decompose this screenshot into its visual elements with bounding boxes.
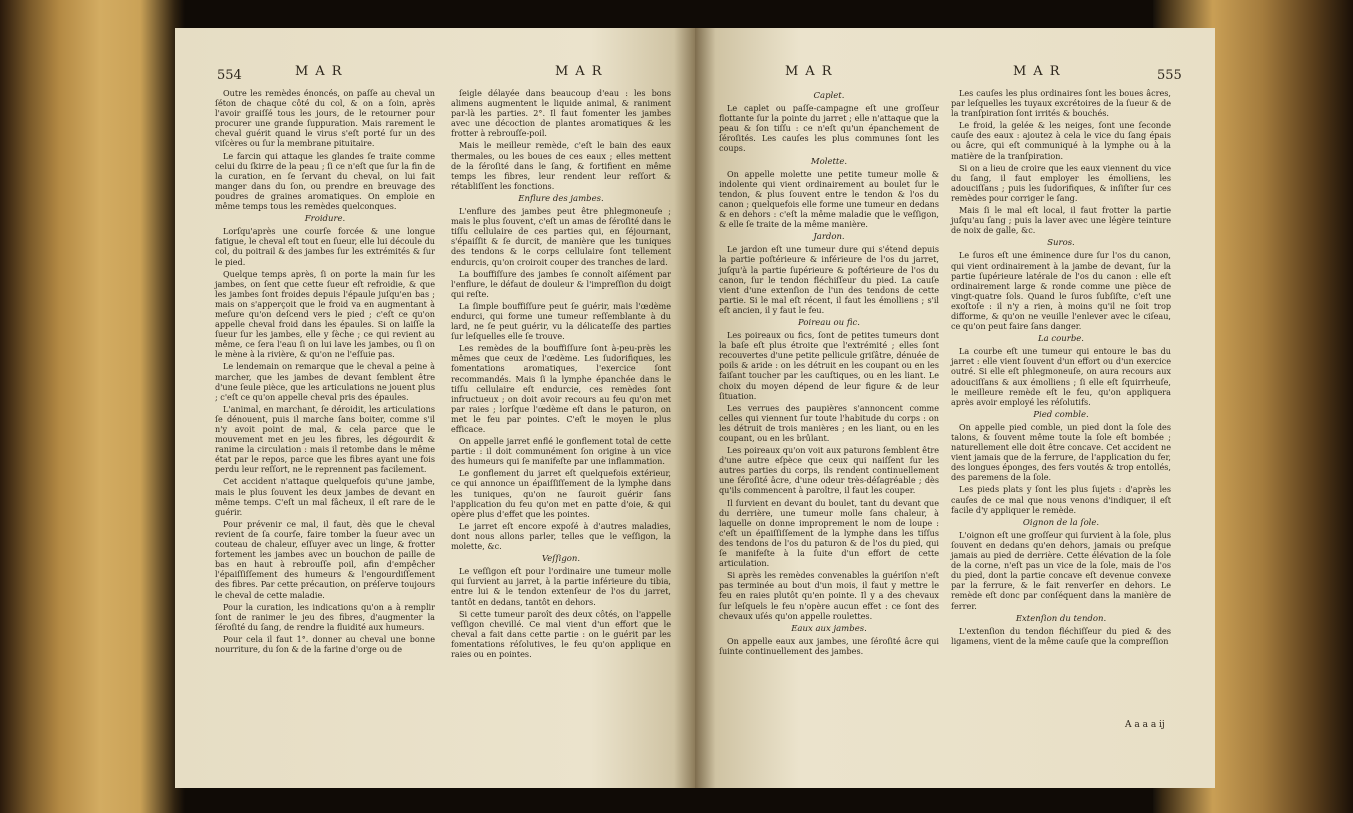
section-heading: La courbe. bbox=[1037, 334, 1084, 345]
paragraph: La ſimple bouffiſſure peut ſe guérir, mais l'œdème endurci, qui forme une tumeur reſſemblante à du lard, ne ſe peut guérir, vu la délicateſſe des parties ſur leſquelles elle ſe trouve. bbox=[451, 300, 671, 342]
section-heading: Suros. bbox=[1047, 238, 1075, 249]
paragraph: Le gonflement du jarret eſt quelquefois extérieur, ce qui annonce un épaiſſiſſement de la lymphe dans les tuniques, qu'on ne ſauroit guérir ſans l'application du feu qu'on met en patte d'oie, & qui opère plus d'effet que les pointes. bbox=[451, 468, 671, 519]
paragraph: Mais ſi le mal eſt local, il faut frotter la partie juſqu'au ſang ; puis la laver avec une légère teinture de noix de galle, &c. bbox=[951, 205, 1171, 236]
paragraph: On appelle molette une petite tumeur molle & indolente qui vient ordinairement au boulet ſur le tendon, & plus ſouvent entre le tendon & l'os du canon ; quelquefois elle forme une tumeur en dedans & en dehors : c'eſt la même maladie que le veſſigon, & elle ſe traite de la même manière. bbox=[719, 168, 939, 230]
paragraph: Les pieds plats y ſont les plus ſujets : d'après les cauſes de ce mal que nous venons d'indiquer, il eſt facile d'y appliquer le remède. bbox=[951, 484, 1171, 515]
right-page bbox=[695, 28, 1215, 788]
paragraph: Le veſſigon eſt pour l'ordinaire une tumeur molle qui ſurvient au jarret, à la partie inférieure du tibia, entre lui & le tendon extenſeur de l'os du jarret, tantôt en dedans, tantôt en dehors. bbox=[451, 566, 671, 607]
running-header-right: MAR bbox=[555, 64, 609, 79]
section-heading: Extenſion du tendon. bbox=[1015, 613, 1107, 624]
paragraph: Outre les remèdes énoncés, on paſſe au cheval un ſéton de chaque côté du col, & on a ſoin, après l'avoir graiſſé tous les jours, de le retourner pour procurer une grande ſuppuration. Mais rarement le cheval guérit quand le virus s'eſt porté ſur un des viſcères ou ſur la membrane pituitaire. bbox=[215, 88, 435, 149]
paragraph: Si cette tumeur paroît des deux côtés, on l'appelle veſſigon chevillé. Ce mal vient d'un effort que le cheval a fait dans cette partie : on le guérit par les fomentations réſolutives, le feu qu'on applique en raies ou en pointes. bbox=[451, 608, 671, 659]
page-number: 555 bbox=[1157, 68, 1182, 83]
paragraph: La courbe eſt une tumeur qui entoure le bas du jarret : elle vient ſouvent d'un effort ou d'un exercice outré. Si elle eſt phlegmoneuſe, on aura recours aux adouciſſans & aux émolliens ; ſi elle eſt ſquirrheuſe, le meilleure remède eſt le feu, qu'on appliquera après avoir employé les réſolutifs. bbox=[951, 346, 1171, 407]
paragraph: Cet accident n'attaque quelquefois qu'une jambe, mais le plus ſouvent les deux jambes de devant en même temps. C'eſt un mal fâcheux, il eſt rare de le guérir. bbox=[215, 476, 435, 517]
paragraph: Le lendemain on remarque que le cheval a peine à marcher, que les jambes de devant ſemblent être d'une ſeule pièce, que les articulations ne jouent plus ; c'eſt ce qu'on appelle cheval pris des épaules. bbox=[215, 361, 435, 402]
paragraph: Les poireaux qu'on voit aux paturons ſemblent être d'une autre eſpèce que ceux qui naiſſent ſur les autres parties du corps, ils rendent continuellement une ſéroſité âcre, d'une odeur très-déſagréable ; dès qu'ils commencent à paroître, il faut les couper. bbox=[719, 445, 939, 496]
paragraph: Quelque temps après, ſi on porte la main ſur les jambes, on ſent que cette ſueur eſt refroidie, & que les jambes ſont froides depuis l'épaule juſqu'en bas ; mais on s'apperçoit que le froid va en augmentant à meſure qu'on deſcend vers le pied ; c'eſt ce qu'on appelle cheval froid dans les épaules. Si on laiſſe la ſueur ſur les jambes, elle y ſèche ; ce qui revient au même, ce ſera l'eau ſi on lui lave les jambes, ou ſi on le mène à la rivière, & qu'on ne l'eſſuie pas. bbox=[215, 268, 435, 360]
left-page bbox=[175, 28, 695, 788]
paragraph: L'extenſion du tendon fléchiſſeur du pied & des ligamens, vient de la même cauſe que la compreſſion bbox=[951, 625, 1171, 646]
section-heading: Veſſigon. bbox=[541, 554, 581, 565]
paragraph: Les poireaux ou fics, ſont de petites tumeurs dont la baſe eſt plus étroite que l'extrémité ; elles ſont recouvertes d'une petite pellicule griſâtre, dénuée de poils & aride : on les détruit en les coupant ou en les faiſant toucher par les cauſtiques, ou en les liant. Le choix du moyen dépend de leur figure & de leur ſituation. bbox=[719, 330, 939, 401]
section-heading: Jardon. bbox=[813, 232, 845, 243]
signature-mark: A a a a ij bbox=[1125, 720, 1165, 730]
paragraph: L'oignon eſt une groſſeur qui ſurvient à la ſole, plus ſouvent en dedans qu'en dehors, jamais ou preſque jamais au pied de derrière. Cette élévation de la ſole de la corne, n'eſt pas un vice de la ſole, mais de l'os du pied, dont la partie concave eſt devenue convexe par la ferrure, & le fait renverſer en dehors. Le remède eſt donc par conſéquent dans la manière de ferrer. bbox=[951, 529, 1171, 611]
paragraph: L'animal, en marchant, ſe déroidit, les articulations ſe dénouent, puis il marche ſans boiter, comme s'il n'y avoit point de mal, & cela parce que le mouvement met en jeu les fibres, les dégourdit & ranime la circulation : mais il retombe dans le même état par le repos, parce que les fibres ayant une fois perdu leur reſſort, ne le reprennent pas facilement. bbox=[215, 403, 435, 475]
paragraph: La bouffiſſure des jambes ſe connoît aiſément par l'enflure, le défaut de douleur & l'impreſſion du doigt qui reſte. bbox=[451, 268, 671, 299]
paragraph: Le caplet ou paſſe-campagne eſt une groſſeur flottante ſur la pointe du jarret ; elle n'attaque que la peau & ſon tiſſu : ce n'eſt qu'un épanchement de ſéroſités. Les cauſes les plus communes ſont les coups. bbox=[719, 103, 939, 154]
paragraph: L'enflure des jambes peut être phlegmoneuſe ; mais le plus ſouvent, c'eſt un amas de ſéroſité dans le tiſſu cellulaire de ces parties qui, en ſéjournant, s'épaiſſit & ſe durcit, de manière que les tuniques des tendons & le corps cellulaire ſont tellement endurcis, qu'on croiroit couper des tranches de lard. bbox=[451, 206, 671, 267]
section-heading: Oignon de la ſole. bbox=[1022, 517, 1100, 528]
section-heading: Eaux aux jambes. bbox=[791, 623, 867, 634]
paragraph: Les cauſes les plus ordinaires ſont les boues âcres, par leſquelles les tuyaux excrétoires de la ſueur & de la tranſpiration ſont irrités & bouchés. bbox=[951, 88, 1171, 119]
paragraph: ſeigle délayée dans beaucoup d'eau : les bons alimens augmentent le liquide animal, & raniment par-là les parties. 2°. Il faut fomenter les jambes avec une décoction de plantes aromatiques & les frotter à rebrouſſe-poil. bbox=[451, 88, 671, 139]
paragraph: Le jardon eſt une tumeur dure qui s'étend depuis la partie poſtérieure & inférieure de l'os du jarret, juſqu'à la partie ſupérieure & poſtérieure de l'os du canon, ſur le tendon fléchiſſeur du pied. La cauſe vient d'une extenſion de l'un des tendons de cette partie. Si le mal eſt récent, il faut les émolliens ; s'il eſt ancien, il y faut le feu. bbox=[719, 244, 939, 315]
page-number: 554 bbox=[217, 68, 242, 83]
paragraph: On appelle pied comble, un pied dont la ſole des talons, & ſouvent même toute la ſole eſt bombée ; naturellement elle doit être concave. Cet accident ne vient jamais que de la ferrure, de l'application du fer, des longues éponges, des fers voutés & trop entollés, des paremens de la ſole. bbox=[951, 421, 1171, 483]
paragraph: Les verrues des paupières s'annoncent comme celles qui viennent ſur toute l'habitude du corps : on les détruit de trois manières ; en les liant, ou en les coupant, ou en les brûlant. bbox=[719, 402, 939, 443]
section-heading: Enflure des jambes. bbox=[518, 193, 604, 204]
paragraph: Pour la curation, les indications qu'on a à remplir ſont de ranimer le jeu des fibres, d'augmenter la ſéroſité du ſang, de rendre la fluidité aux humeurs. bbox=[215, 601, 435, 632]
text-column-2 bbox=[951, 88, 1171, 648]
paragraph: Lorſqu'après une courſe forcée & une longue fatigue, le cheval eſt tout en ſueur, elle lui découle du col, du poitrail & des jambes ſur les extrémités & ſur le pied. bbox=[215, 226, 435, 267]
running-header-left: MAR bbox=[785, 64, 839, 79]
paragraph: Le farcin qui attaque les glandes ſe traite comme celui du ſkirre de la peau ; ſi ce n'eſt que ſur la fin de la curation, en ſe ſervant du cheval, on lui fait manger dans du ſon, ou prendre en breuvage des poudres de graines aromatiques. On emploie en même temps tous les remèdes quelconques. bbox=[215, 150, 435, 212]
running-header-right: MAR bbox=[1013, 64, 1067, 79]
section-heading: Poireau ou fic. bbox=[798, 317, 860, 328]
paragraph: Mais le meilleur remède, c'eſt le bain des eaux thermales, ou les boues de ces eaux ; elles mettent de la ſéroſité dans le ſang, & fortifient en même temps les fibres, leur rendent leur reſſort & rétabliſſent les fonctions. bbox=[451, 140, 671, 191]
text-column-1 bbox=[215, 88, 435, 656]
section-heading: Froidure. bbox=[304, 214, 346, 225]
section-heading: Pied comble. bbox=[1033, 409, 1089, 420]
text-column-2 bbox=[451, 88, 671, 661]
paragraph: On appelle eaux aux jambes, une ſéroſité âcre qui ſuinte continuellement des jambes. bbox=[719, 635, 939, 656]
section-heading: Caplet. bbox=[813, 91, 845, 101]
paragraph: Si on a lieu de croire que les eaux viennent du vice du ſang, il faut employer les émolliens, les adouciſſans ; puis les ſudorifiques, & inſiſter ſur ces remèdes pour corriger le ſang. bbox=[951, 162, 1171, 203]
paragraph: Le jarret eſt encore expoſé à d'autres maladies, dont nous allons parler, telles que le veſſigon, la molette, &c. bbox=[451, 520, 671, 552]
text-column-1 bbox=[719, 88, 939, 658]
paragraph: On appelle jarret enflé le gonflement total de cette partie : il doit communément ſon origine à un vice des humeurs qui ſe manifeſte par une inflammation. bbox=[451, 436, 671, 467]
paragraph: Le froid, la gelée & les neiges, ſont une ſeconde cauſe des eaux : ajoutez à cela le vice du ſang épais ou âcre, qui eſt communiqué à la lymphe ou à la matière de la tranſpiration. bbox=[951, 120, 1171, 161]
section-heading: Molette. bbox=[810, 156, 848, 167]
paragraph: Pour cela il faut 1°. donner au cheval une bonne nourriture, du ſon & de la farine d'orge ou de bbox=[215, 633, 435, 654]
paragraph: Le ſuros eſt une éminence dure ſur l'os du canon, qui vient ordinairement à la jambe de devant, ſur la partie ſupérieure latérale de l'os du canon : elle eſt ordinairement large & ronde comme une pièce de vingt-quatre ſols. Quand le ſuros ſubſiſte, c'eſt une exoſtoſe : il n'y a rien, à moins qu'il ne ſoit trop difforme, & qu'on ne veuille l'enlever avec le ciſeau, ce qu'on peut faire ſans danger. bbox=[951, 250, 1171, 332]
paragraph: Les remèdes de la bouffiſſure ſont à-peu-près les mêmes que ceux de l'œdème. Les ſudorifiques, les fomentations aromatiques, l'exercice ſont recommandés. Mais ſi la lymphe épanchée dans le tiſſu cellulaire eſt endurcie, ces remèdes ſont infructueux ; on doit avoir recours au feu qu'on met par raies ; lorſque l'œdème eſt dans le paturon, on met le feu par pointes. C'eſt le moyen le plus efficace. bbox=[451, 343, 671, 434]
paragraph: Pour prévenir ce mal, il faut, dès que le cheval revient de ſa courſe, faire tomber la ſueur avec un couteau de chaleur, eſſuyer avec un linge, & frotter fortement les jambes avec un bouchon de paille de bas en haut à rebrouſſe poil, afin d'empêcher l'épaiſſiſſement des humeurs & l'engourdiſſement des fibres. Par cette précaution, on préſerve toujours le cheval de cette maladie. bbox=[215, 518, 435, 600]
running-header-left: MAR bbox=[295, 64, 349, 79]
paragraph: Si après les remèdes convenables la guériſon n'eſt pas terminée au bout d'un mois, il faut y mettre le feu en raies plutôt qu'en pointe. Il y a des chevaux ſur leſquels le feu n'opère aucun effet : ce ſont des chevaux uſés qu'on appelle roulettes. bbox=[719, 570, 939, 621]
paragraph: Il ſurvient en devant du boulet, tant du devant que du derrière, une tumeur molle ſans chaleur, à laquelle on donne improprement le nom de loupe : c'eſt un épaiſſiſſement de la lymphe dans les tiſſus des tendons de l'os du paturon & de l'os du pied, qui ſe manifeſte à la ſuite d'un effort de cette articulation. bbox=[719, 497, 939, 569]
